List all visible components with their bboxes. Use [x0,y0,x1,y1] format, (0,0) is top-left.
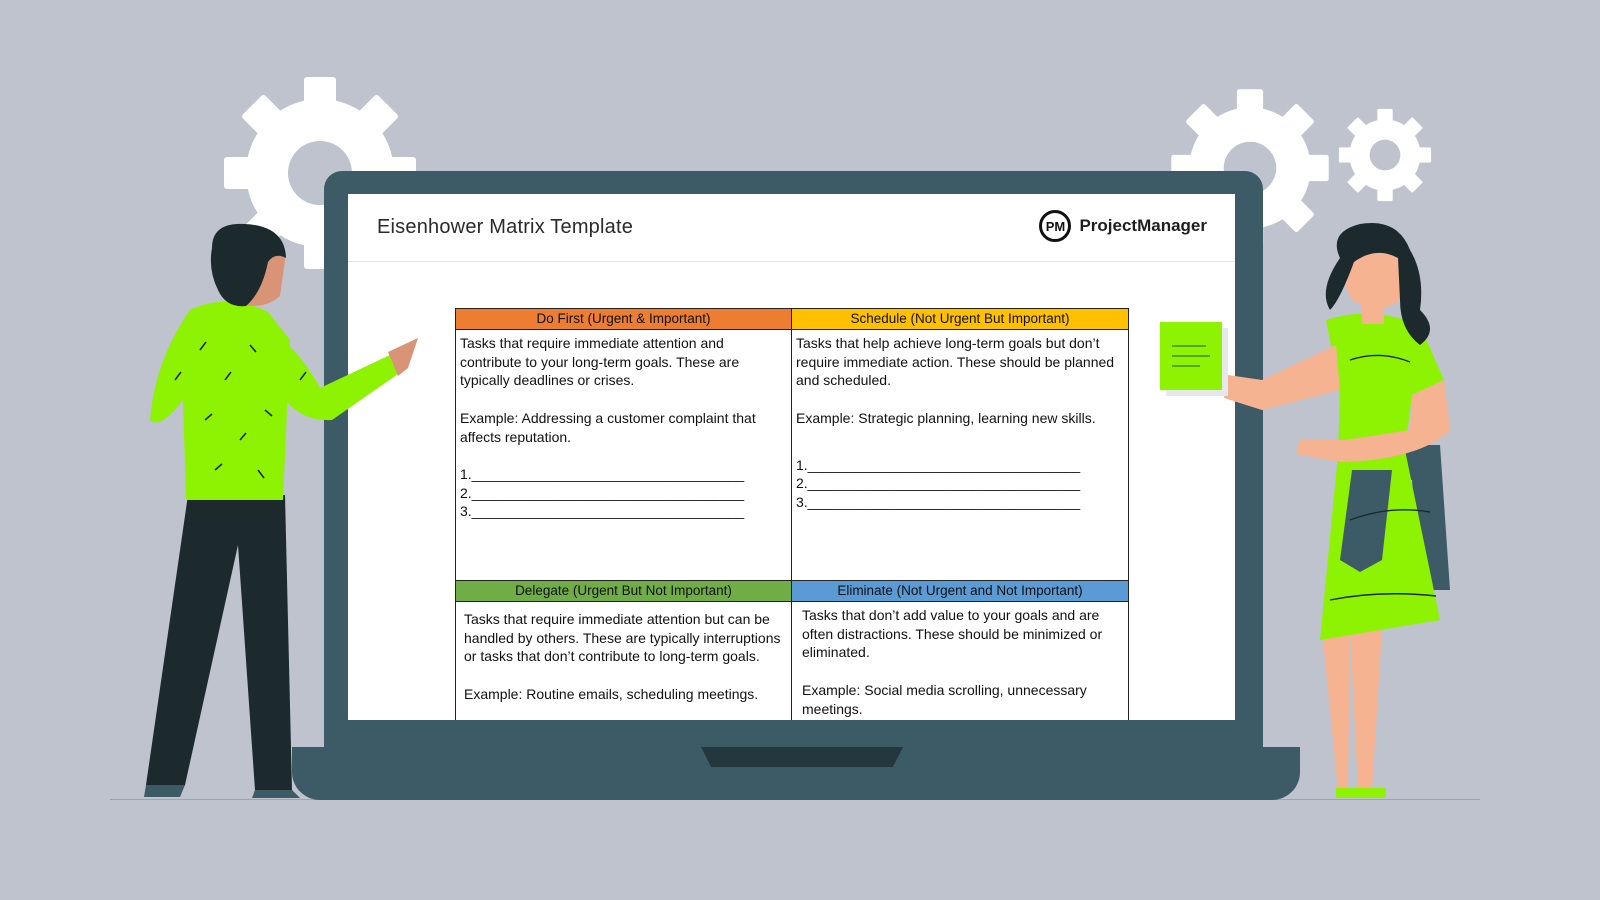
quadrant-description: Tasks that require immediate attention but can be handled by others. These are typically interruptions or tasks that don’t contribute to long-term goals. [464,611,781,665]
task-line: 1.___________________________________ [796,456,1081,473]
quadrant-description: Tasks that don’t add value to your goals and are often distractions. These should be minimized or eliminated. [802,607,1103,661]
sticky-note-icon [1160,322,1228,396]
brand-logo: PM [1039,210,1071,242]
quadrant-heading: Schedule (Not Urgent But Important) [792,309,1128,330]
quadrant-heading: Eliminate (Not Urgent and Not Important) [792,581,1128,602]
task-line: 1.___________________________________ [460,465,745,482]
quadrant-example: Example: Social media scrolling, unnecessary meetings. [802,681,1087,717]
quadrant-heading: Do First (Urgent & Important) [456,309,791,330]
quadrant-example: Example: Routine emails, scheduling meetings. [464,685,759,702]
quadrant-example: Example: Strategic planning, learning new skills. [796,409,1096,426]
quadrant-description: Tasks that require immediate attention and contribute to your long-term goals. These are typically deadlines or crises. [460,335,740,389]
quadrant-heading: Delegate (Urgent But Not Important) [456,581,791,602]
task-line: 2.___________________________________ [460,484,745,501]
task-line: 3.___________________________________ [460,503,745,520]
quadrant-example: Example: Addressing a customer complaint that affects reputation. [460,409,756,445]
quadrant-description: Tasks that help achieve long-term goals but don’t require immediate action. These should be planned and scheduled. [796,335,1115,389]
task-line: 3.___________________________________ [796,493,1081,510]
brand-name: ProjectManager [1079,216,1207,235]
task-line: 2.___________________________________ [796,475,1081,492]
document-title: Eisenhower Matrix Template [377,216,634,238]
